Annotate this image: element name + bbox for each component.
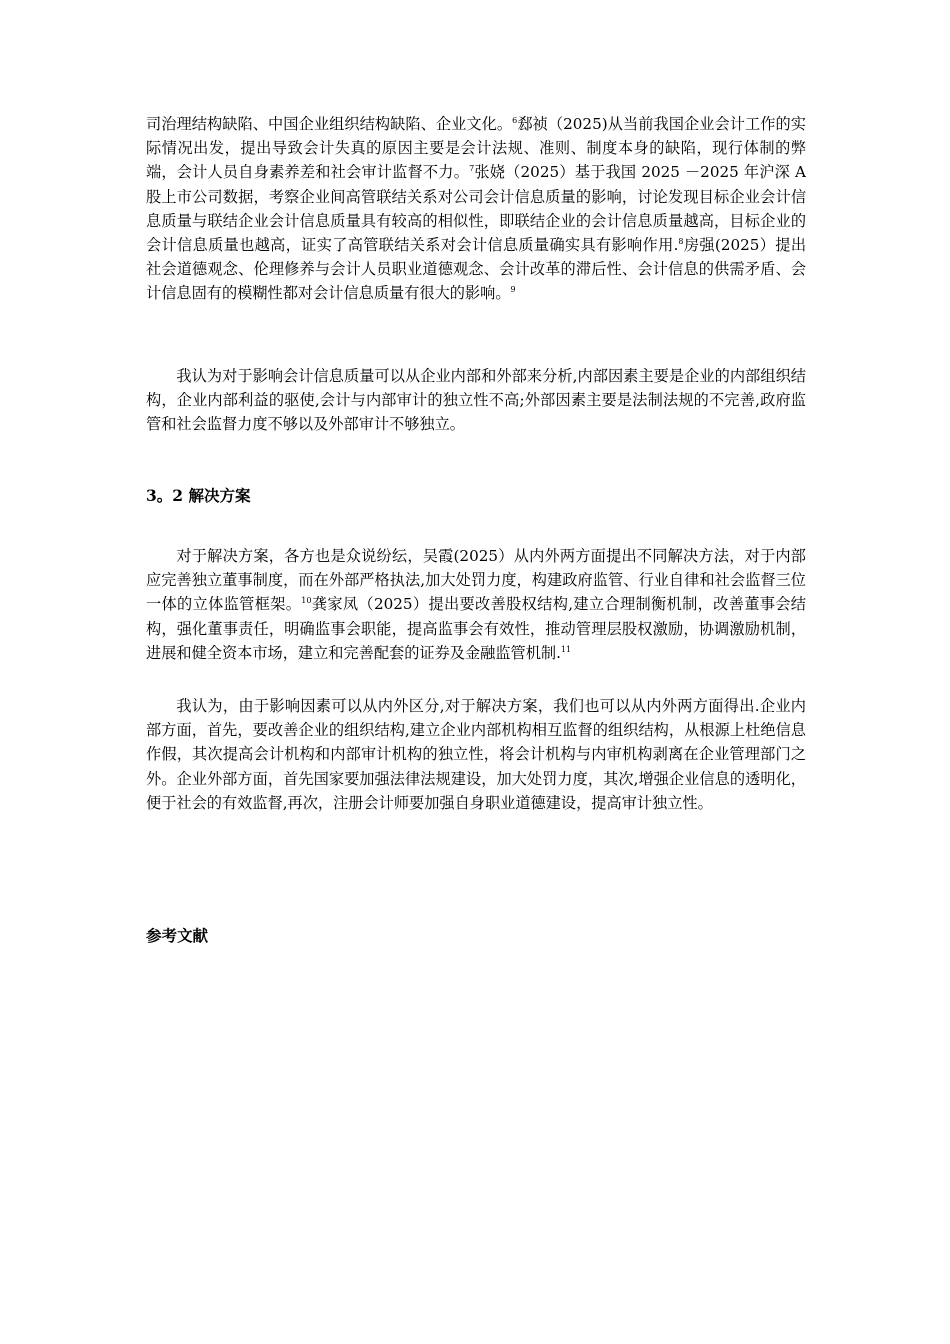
footnote-ref-8: 8: [678, 237, 684, 247]
footnote-ref-11: 11: [560, 644, 572, 654]
section-heading-solutions: 3。2 解决方案: [146, 486, 251, 505]
text-run: 司治理结构缺陷、中国企业组织结构缺陷、企业文化。: [146, 115, 513, 133]
text-run: 郄祯（2025)从当前我国企业会计工作的实际情况出发，提出导致会计失真的原因主要是会计法规、准则、制度本身的缺陷，现行体制的弊端，会计人员自身素养差和社会审计监督不力。: [146, 115, 806, 182]
paragraph-literature-review-solutions: [146, 544, 806, 665]
text-run: 对于解决方案，各方也是众说纷纭，吴霞(2025）从内外两方面提出不同解决方法，对于内部应完善独立董事制度，而在外部严格执法,加大处罚力度，构建政府监管、行业自律和社会监督三位一体的立体监管框架。: [146, 547, 806, 614]
paragraph-author-opinion-factors: 我认为对于影响会计信息质量可以从企业内部和外部来分析,内部因素主要是企业的内部组织结构，企业内部利益的驱使,会计与内部审计的独立性不高;外部因素主要是法制法规的不完善,政府监管和社会监督力度不够以及外部审计不够独立。: [146, 367, 806, 434]
footnote-ref-6: 6: [512, 116, 518, 125]
footnote-ref-7: 7: [469, 164, 475, 174]
paragraph-literature-review-causes: [146, 112, 806, 306]
section-heading-references: 参考文献: [146, 926, 209, 945]
footnote-ref-9: 9: [510, 285, 516, 295]
text-run: 龚家凤（2025）提出要改善股权结构,建立合理制衡机制，改善董事会结构，强化董事责任，明确监事会职能，提高监事会有效性，推动管理层股权激励，协调激励机制，进展和健全资本市场，建立和完善配套的证券及金融监管机制.: [146, 595, 806, 662]
footnote-ref-10: 10: [301, 596, 312, 606]
text-run: 张娆（2025）基于我国 2025 －2025 年沪深 A 股上市公司数据，考察企业间高管联结关系对公司会计信息质量的影响，讨论发现目标企业会计信息质量与联结企业会计信息质量具有较高的相似性，即联结企业的会计信息质量越高，目标企业的会计信息质量也越高，证实了高管联结关系对会计信息质量确实具有影响作用.: [146, 163, 807, 255]
paragraph-author-opinion-solutions: 我认为，由于影响因素可以从内外区分,对于解决方案，我们也可以从内外两方面得出.企业内部方面，首先，要改善企业的组织结构,建立企业内部机构相互监督的组织结构，从根源上杜绝信息作假，其次提高会计机构和内部审计机构的独立性，将会计机构与内审机构剥离在企业管理部门之外。企业外部方面，首先国家要加强法律法规建设，加大处罚力度，其次,增强企业信息的透明化，便于社会的有效监督,再次，注册会计师要加强自身职业道德建设，提高审计独立性。: [146, 697, 806, 812]
text-run: 房强(2025）提出社会道德观念、伦理修养与会计人员职业道德观念、会计改革的滞后性、会计信息的供需矛盾、会计信息固有的模糊性都对会计信息质量有很大的影响。: [146, 236, 807, 303]
